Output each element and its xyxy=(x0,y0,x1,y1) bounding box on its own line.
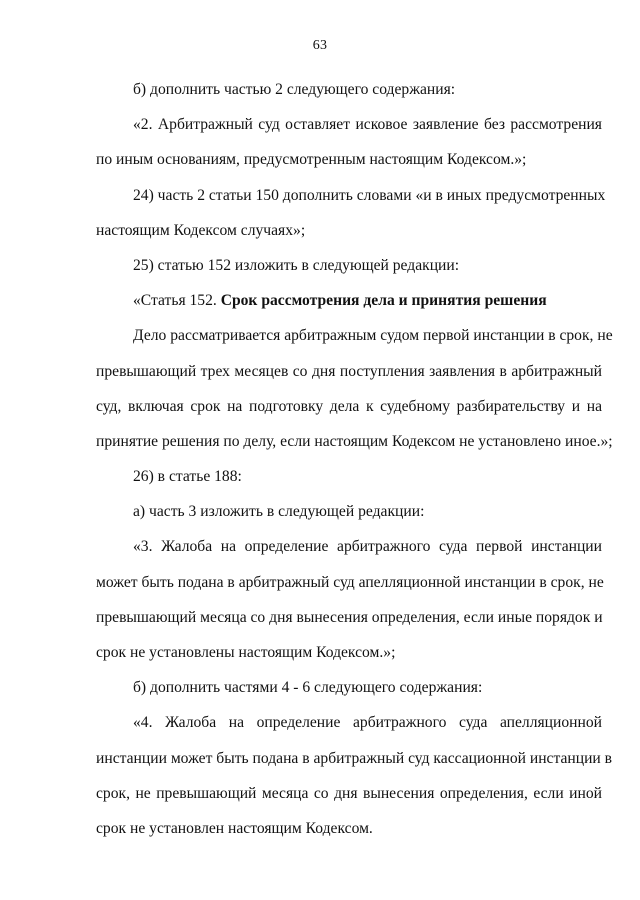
text-line: б) дополнить частями 4 - 6 следующего содержания: xyxy=(133,679,483,697)
text-line: б) дополнить частью 2 следующего содержания: xyxy=(133,81,456,98)
text-line: 26) в статье 188: xyxy=(133,468,242,486)
article-title: Срок рассмотрения дела и принятия решения xyxy=(220,292,547,310)
text-line: инстанции может быть подана в арбитражный суд кассационной инстанции в xyxy=(96,749,613,767)
text-line: «3. Жалоба на определение арбитражного суда первой инстанции xyxy=(133,538,602,556)
text-line: принятие решения по делу, если настоящим Кодексом не установлено иное.»; xyxy=(96,432,613,450)
text-line: срок, не превышающий месяца со дня вынесения определения, если иной xyxy=(96,784,602,802)
text-line: Дело рассматривается арбитражным судом первой инстанции в срок, не xyxy=(133,327,613,345)
text-line: срок не установлены настоящим Кодексом.»; xyxy=(96,644,396,661)
text-line: превышающий месяца со дня вынесения определения, если иные порядок и xyxy=(96,608,603,626)
document-body xyxy=(96,72,613,846)
text-line: настоящим Кодексом случаях»; xyxy=(96,221,306,239)
text-line: а) часть 3 изложить в следующей редакции: xyxy=(133,503,425,521)
text-line: по иным основаниям, предусмотренным настоящим Кодексом.»; xyxy=(96,151,527,169)
text-line: «2. Арбитражный суд оставляет исковое заявление без рассмотрения xyxy=(133,116,602,134)
text-line: может быть подана в арбитражный суд апелляционной инстанции в срок, не xyxy=(96,573,604,591)
text-line: срок не установлен настоящим Кодексом. xyxy=(96,819,373,837)
article-number: «Статья 152. xyxy=(133,292,221,310)
page-number: 63 xyxy=(312,38,328,53)
text-line: суд, включая срок на подготовку дела к судебному разбирательству и на xyxy=(96,397,602,415)
text-line: 25) статью 152 изложить в следующей редакции: xyxy=(133,256,460,274)
text-line: «4. Жалоба на определение арбитражного суда апелляционной xyxy=(133,714,602,732)
text-line: 24) часть 2 статьи 150 дополнить словами «и в иных предусмотренных xyxy=(133,186,606,204)
article-heading xyxy=(96,283,602,318)
text-line: превышающий трех месяцев со дня поступления заявления в арбитражный xyxy=(96,362,602,380)
